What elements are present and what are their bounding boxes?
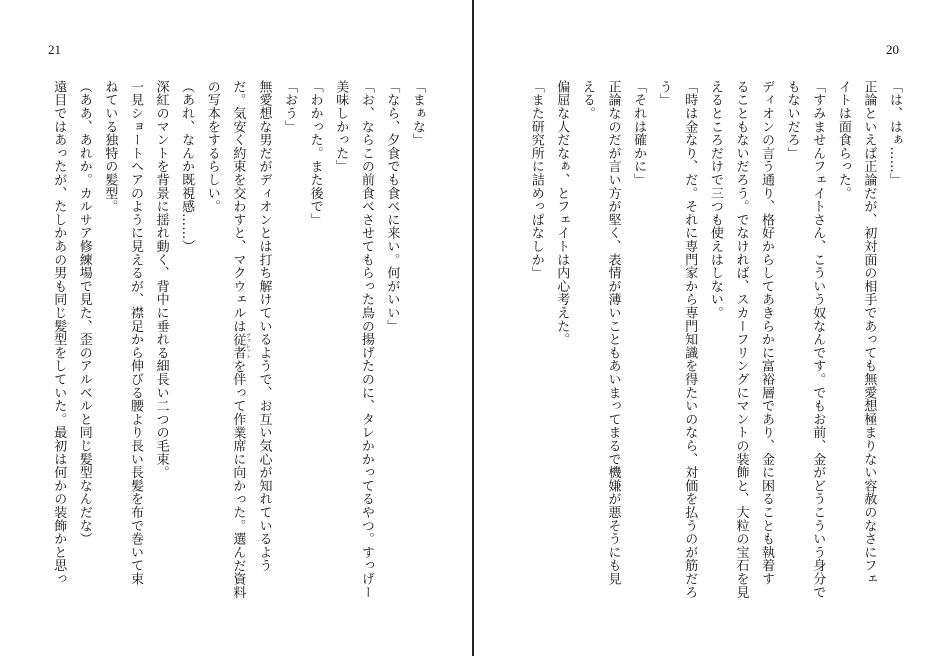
text-line-with-ruby: だ。気安く約束を交わすと、マクウェルは従者 ヴァレットを伴って作業席に向かった。選んだ資料 (230, 80, 251, 599)
text-line: 「また研究所に詰めっぱなしか」 (528, 80, 544, 280)
text-line: 正論といえば正論だが、初対面の相手であっても無愛想極まりない容赦のなさにフェ (861, 80, 877, 586)
text-line: 「なら、夕食でも食べに来い。何がいい」 (384, 80, 400, 333)
text-line: 遠目ではあったが、たしかあの男も同じ髪型をしていた。最初は何かの装飾かと思っ (51, 80, 67, 586)
text-line: 偏屈な人だなぁ、とフェイトは内心考えた。 (554, 80, 570, 346)
text-line: 「お、ならこの前食べさせてもらった鳥の揚げたのに、タレかかってるやつ。すっげー (358, 80, 374, 599)
text-line: 「まぁな」 (410, 80, 425, 147)
text-line: 「時は金なり、だ。それに専門家から専門知識を得たいのなら、対価を払うのが筋だろ (682, 80, 698, 599)
text-line: う」 (656, 80, 672, 107)
right-page-number: 20 (886, 42, 899, 57)
text-line: 深紅のマントを背景に揺れ動く、背中に垂れる細長い二つの毛束。 (153, 80, 169, 479)
text-line: 「は、はぁ……」 (887, 80, 902, 187)
ruby-annotation: 従者 ヴァレット (230, 332, 251, 360)
text-line: えるところだけで三つも使えはしない。 (707, 80, 723, 320)
text-line: ディオンの言う通り、格好からしてあきらかに富裕層であり、金に困ることも執着す (759, 80, 775, 586)
text-line: イトは面食らった。 (835, 80, 851, 200)
left-page-number: 21 (48, 42, 61, 57)
left-page-text (26, 80, 430, 620)
text-line: 美味しかった」 (333, 80, 349, 174)
text-line: の写本をするらしい。 (204, 80, 220, 213)
text-line: 正論なのだが言い方が堅く、表情が薄いこともあいまってまるで機嫌が悪そうにも見 (605, 80, 621, 586)
text-line: （ああ、あれか。カルサア修練場で見た、歪のアルベルと同じ髪型なんだな） (76, 80, 92, 546)
text-line: 「すみませんフェイトさん、こういう奴なんです。でもお前、金がどうこういう身分で (810, 80, 826, 599)
text-line: （あれ、なんか既視感……） (179, 80, 195, 253)
text-line: もないだろ」 (784, 80, 800, 160)
text-line: 一見ショートヘアのように見えるが、襟足から伸びる腰より長い長髪を布で巻いて束 (127, 80, 143, 586)
text-line: 「それは確かに」 (631, 80, 647, 187)
right-page (474, 0, 947, 656)
text-line: 「おう」 (282, 80, 298, 134)
text-line: 無愛想な男だがディオンとは打ち解けているようで、お互い気心が知れているよう (256, 80, 272, 573)
left-page (0, 0, 472, 656)
text-line: 「わかった。また後で」 (307, 80, 323, 227)
text-line: える。 (579, 80, 595, 120)
text-line: ることもないだろう。でなければ、スカーフリングにマントの装飾と、大粒の宝石を見 (733, 80, 749, 599)
text-line: ねている独特の髪型。 (102, 80, 118, 213)
right-page-text (528, 80, 907, 620)
